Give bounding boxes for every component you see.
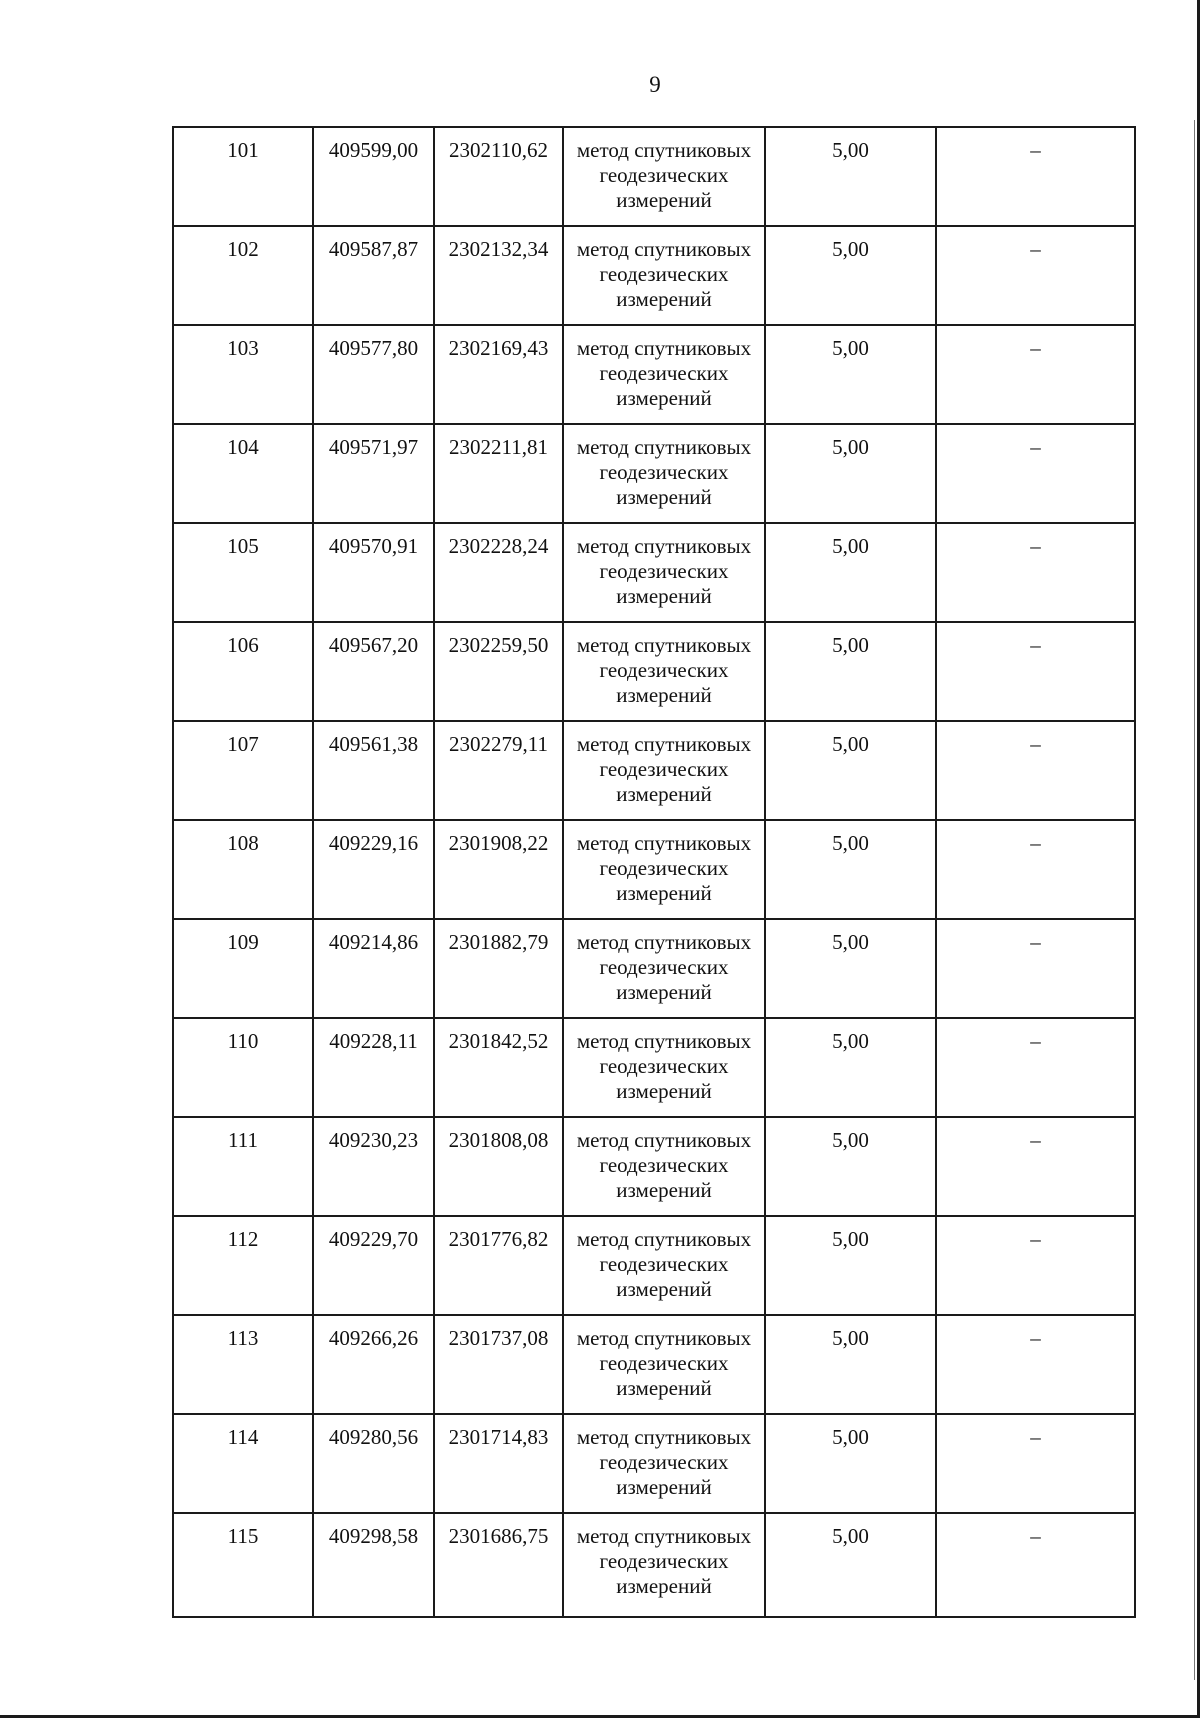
method-cell: метод спутниковых геодезических измерений bbox=[563, 325, 765, 424]
description-cell: – bbox=[936, 1216, 1135, 1315]
table-row bbox=[173, 1117, 1135, 1216]
method-cell: метод спутниковых геодезических измерений bbox=[563, 721, 765, 820]
point-number-cell: 105 bbox=[173, 523, 313, 622]
precision-cell: 5,00 bbox=[765, 325, 936, 424]
description-cell: – bbox=[936, 325, 1135, 424]
point-number-cell: 102 bbox=[173, 226, 313, 325]
point-number-cell: 108 bbox=[173, 820, 313, 919]
method-cell: метод спутниковых геодезических измерений bbox=[563, 1513, 765, 1617]
precision-cell: 5,00 bbox=[765, 424, 936, 523]
table-row bbox=[173, 424, 1135, 523]
table-row bbox=[173, 1216, 1135, 1315]
scan-border-right-inner bbox=[1194, 120, 1195, 1680]
precision-cell: 5,00 bbox=[765, 1117, 936, 1216]
method-cell: метод спутниковых геодезических измерений bbox=[563, 127, 765, 226]
table-row bbox=[173, 919, 1135, 1018]
y-coordinate-cell: 2301686,75 bbox=[434, 1513, 563, 1617]
x-coordinate-cell: 409571,97 bbox=[313, 424, 434, 523]
precision-cell: 5,00 bbox=[765, 1414, 936, 1513]
method-cell: метод спутниковых геодезических измерений bbox=[563, 226, 765, 325]
precision-cell: 5,00 bbox=[765, 721, 936, 820]
y-coordinate-cell: 2302132,34 bbox=[434, 226, 563, 325]
precision-cell: 5,00 bbox=[765, 226, 936, 325]
precision-cell: 5,00 bbox=[765, 919, 936, 1018]
point-number-cell: 112 bbox=[173, 1216, 313, 1315]
x-coordinate-cell: 409570,91 bbox=[313, 523, 434, 622]
table-row bbox=[173, 820, 1135, 919]
description-cell: – bbox=[936, 523, 1135, 622]
table-row bbox=[173, 1513, 1135, 1617]
table-row bbox=[173, 325, 1135, 424]
precision-cell: 5,00 bbox=[765, 1315, 936, 1414]
method-cell: метод спутниковых геодезических измерений bbox=[563, 622, 765, 721]
x-coordinate-cell: 409230,23 bbox=[313, 1117, 434, 1216]
x-coordinate-cell: 409587,87 bbox=[313, 226, 434, 325]
table-row bbox=[173, 1018, 1135, 1117]
coordinates-table-body bbox=[173, 127, 1135, 1617]
point-number-cell: 103 bbox=[173, 325, 313, 424]
y-coordinate-cell: 2302228,24 bbox=[434, 523, 563, 622]
y-coordinate-cell: 2301737,08 bbox=[434, 1315, 563, 1414]
point-number-cell: 110 bbox=[173, 1018, 313, 1117]
method-cell: метод спутниковых геодезических измерений bbox=[563, 919, 765, 1018]
description-cell: – bbox=[936, 622, 1135, 721]
point-number-cell: 109 bbox=[173, 919, 313, 1018]
description-cell: – bbox=[936, 424, 1135, 523]
table-row bbox=[173, 721, 1135, 820]
precision-cell: 5,00 bbox=[765, 1513, 936, 1617]
x-coordinate-cell: 409229,16 bbox=[313, 820, 434, 919]
table-row bbox=[173, 127, 1135, 226]
point-number-cell: 113 bbox=[173, 1315, 313, 1414]
description-cell: – bbox=[936, 1513, 1135, 1617]
description-cell: – bbox=[936, 1315, 1135, 1414]
point-number-cell: 104 bbox=[173, 424, 313, 523]
y-coordinate-cell: 2301808,08 bbox=[434, 1117, 563, 1216]
coordinates-table bbox=[172, 126, 1136, 1618]
precision-cell: 5,00 bbox=[765, 1216, 936, 1315]
x-coordinate-cell: 409298,58 bbox=[313, 1513, 434, 1617]
y-coordinate-cell: 2301842,52 bbox=[434, 1018, 563, 1117]
method-cell: метод спутниковых геодезических измерений bbox=[563, 1018, 765, 1117]
method-cell: метод спутниковых геодезических измерений bbox=[563, 820, 765, 919]
precision-cell: 5,00 bbox=[765, 622, 936, 721]
method-cell: метод спутниковых геодезических измерений bbox=[563, 523, 765, 622]
x-coordinate-cell: 409280,56 bbox=[313, 1414, 434, 1513]
description-cell: – bbox=[936, 127, 1135, 226]
x-coordinate-cell: 409599,00 bbox=[313, 127, 434, 226]
x-coordinate-cell: 409561,38 bbox=[313, 721, 434, 820]
x-coordinate-cell: 409266,26 bbox=[313, 1315, 434, 1414]
description-cell: – bbox=[936, 1018, 1135, 1117]
table-row bbox=[173, 1414, 1135, 1513]
point-number-cell: 115 bbox=[173, 1513, 313, 1617]
table-row bbox=[173, 622, 1135, 721]
description-cell: – bbox=[936, 1117, 1135, 1216]
description-cell: – bbox=[936, 721, 1135, 820]
method-cell: метод спутниковых геодезических измерений bbox=[563, 1117, 765, 1216]
point-number-cell: 114 bbox=[173, 1414, 313, 1513]
point-number-cell: 106 bbox=[173, 622, 313, 721]
method-cell: метод спутниковых геодезических измерений bbox=[563, 1414, 765, 1513]
x-coordinate-cell: 409577,80 bbox=[313, 325, 434, 424]
page-number: 9 bbox=[649, 72, 661, 97]
description-cell: – bbox=[936, 226, 1135, 325]
y-coordinate-cell: 2302169,43 bbox=[434, 325, 563, 424]
method-cell: метод спутниковых геодезических измерений bbox=[563, 424, 765, 523]
precision-cell: 5,00 bbox=[765, 523, 936, 622]
y-coordinate-cell: 2302110,62 bbox=[434, 127, 563, 226]
y-coordinate-cell: 2301714,83 bbox=[434, 1414, 563, 1513]
y-coordinate-cell: 2302279,11 bbox=[434, 721, 563, 820]
table-row bbox=[173, 226, 1135, 325]
point-number-cell: 107 bbox=[173, 721, 313, 820]
x-coordinate-cell: 409567,20 bbox=[313, 622, 434, 721]
x-coordinate-cell: 409214,86 bbox=[313, 919, 434, 1018]
y-coordinate-cell: 2302211,81 bbox=[434, 424, 563, 523]
y-coordinate-cell: 2301908,22 bbox=[434, 820, 563, 919]
description-cell: – bbox=[936, 820, 1135, 919]
description-cell: – bbox=[936, 1414, 1135, 1513]
point-number-cell: 101 bbox=[173, 127, 313, 226]
precision-cell: 5,00 bbox=[765, 1018, 936, 1117]
method-cell: метод спутниковых геодезических измерений bbox=[563, 1315, 765, 1414]
table-row bbox=[173, 523, 1135, 622]
y-coordinate-cell: 2301882,79 bbox=[434, 919, 563, 1018]
x-coordinate-cell: 409229,70 bbox=[313, 1216, 434, 1315]
point-number-cell: 111 bbox=[173, 1117, 313, 1216]
y-coordinate-cell: 2301776,82 bbox=[434, 1216, 563, 1315]
precision-cell: 5,00 bbox=[765, 820, 936, 919]
description-cell: – bbox=[936, 919, 1135, 1018]
x-coordinate-cell: 409228,11 bbox=[313, 1018, 434, 1117]
table-row bbox=[173, 1315, 1135, 1414]
method-cell: метод спутниковых геодезических измерений bbox=[563, 1216, 765, 1315]
y-coordinate-cell: 2302259,50 bbox=[434, 622, 563, 721]
precision-cell: 5,00 bbox=[765, 127, 936, 226]
